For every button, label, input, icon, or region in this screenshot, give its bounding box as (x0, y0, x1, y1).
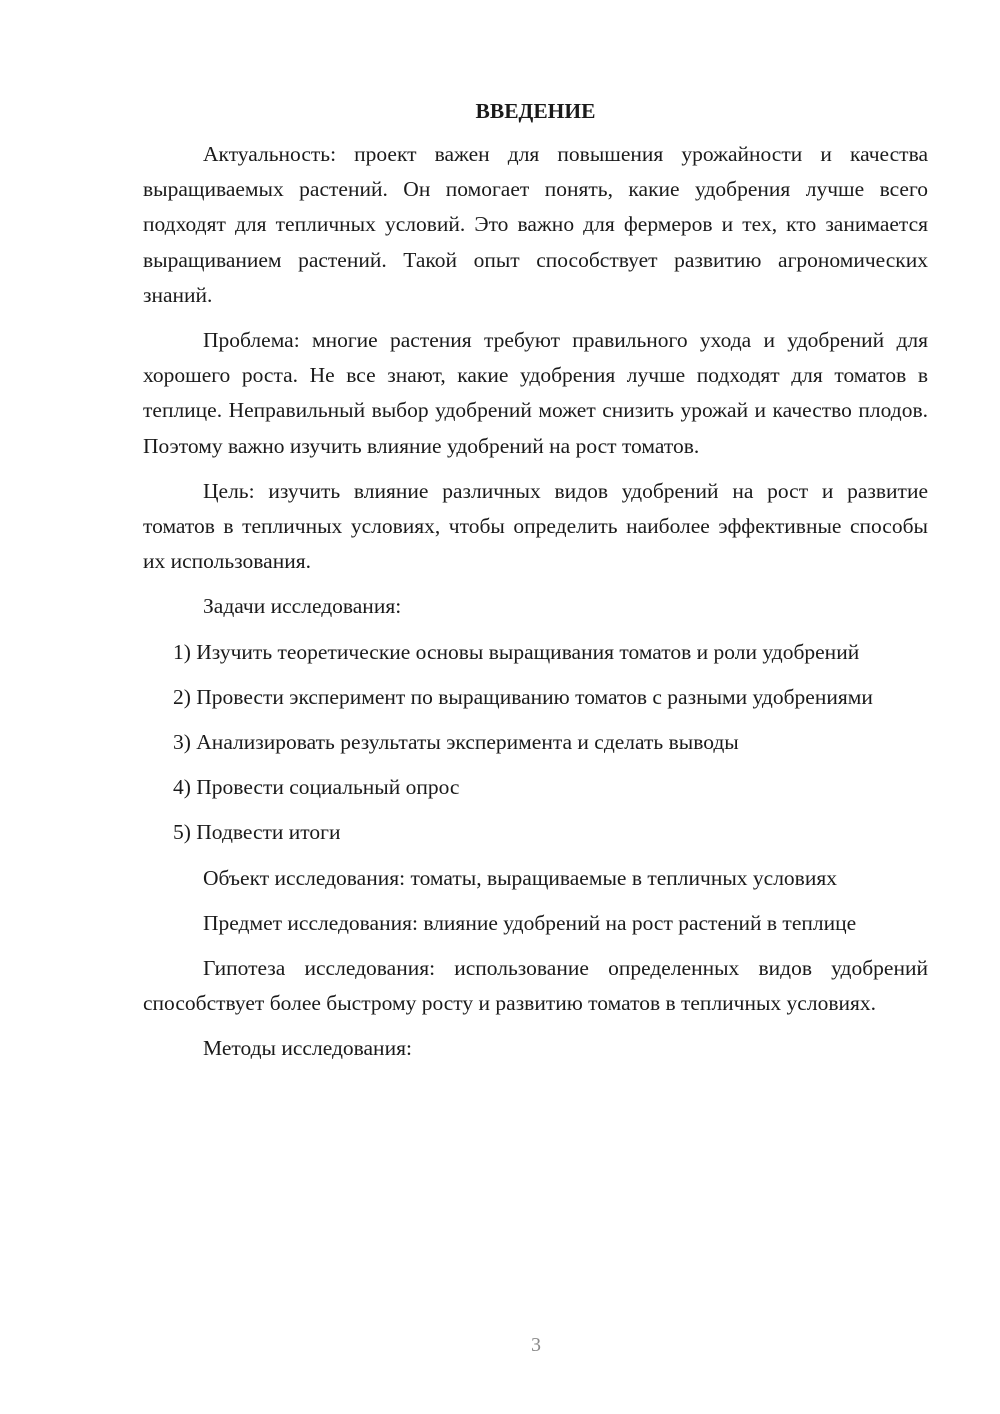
task-item-2: 2) Провести эксперимент по выращиванию томатов с разными удобрениями (173, 684, 873, 709)
subject-paragraph: Предмет исследования: влияние удобрений на рост растений в теплице (203, 910, 857, 935)
page-content (143, 96, 928, 1077)
relevance-paragraph: Актуальность: проект важен для повышения урожайности и качества выращиваемых растений. Он помогает понять, какие удобрения лучше всего подходят для тепличных условий. Это важно для фермеров и тех, кто занимается выращиванием растений. Такой опыт способствует развитию агрономических знаний. (143, 142, 928, 307)
methods-heading: Методы исследования: (203, 1036, 412, 1061)
page-number: 3 (531, 1334, 541, 1356)
task-item-3: 3) Анализировать результаты эксперимента и сделать выводы (173, 730, 739, 755)
page-title: ВВЕДЕНИЕ (475, 99, 596, 123)
hypothesis-paragraph: Гипотеза исследования: использование определенных видов удобрений способствует более быстрому росту и развитию томатов в тепличных условиях. (143, 956, 928, 1016)
object-paragraph: Объект исследования: томаты, выращиваемые в тепличных условиях (203, 865, 837, 890)
goal-paragraph: Цель: изучить влияние различных видов удобрений на рост и развитие томатов в тепличных условиях, чтобы определить наиболее эффективные способы их использования. (143, 478, 928, 574)
task-item-4: 4) Провести социальный опрос (173, 775, 460, 800)
task-item-1: 1) Изучить теоретические основы выращивания томатов и роли удобрений (173, 639, 860, 664)
problem-paragraph: Проблема: многие растения требуют правильного ухода и удобрений для хорошего роста. Не все знают, какие удобрения лучше подходят для томатов в теплице. Неправильный выбор удобрений может снизить урожай и качество плодов. Поэтому важно изучить влияние удобрений на рост томатов. (143, 328, 928, 458)
task-item-5: 5) Подвести итоги (173, 820, 341, 845)
tasks-heading: Задачи исследования: (203, 594, 402, 619)
